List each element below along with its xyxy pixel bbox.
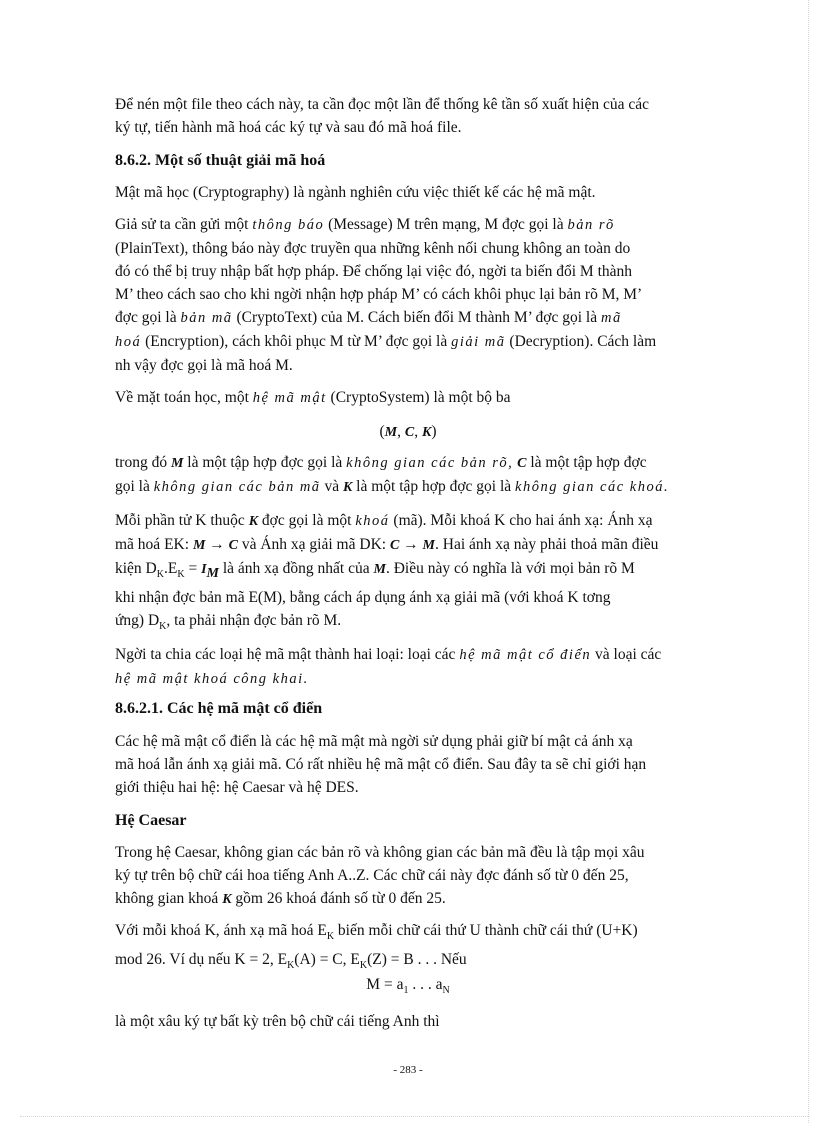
subscript-k: K <box>370 536 382 553</box>
subscript: 1 <box>403 985 409 997</box>
text-run: (mã). Mỗi khoá K cho hai ánh xạ: Ánh xạ <box>389 512 653 529</box>
text-run: biến mỗi chữ cái thứ U thành chữ cái thứ (U+K) <box>334 922 638 939</box>
paragraph-caesar <box>115 841 735 911</box>
text-line: ký tự, tiến hành mã hoá các ký tự và sau đó mã hoá file. <box>115 119 462 136</box>
text-run: (CryptoSystem) là một bộ ba <box>326 389 511 406</box>
text-run: là một tập hợp đợc gọi là <box>183 454 347 471</box>
text-run: (Encryption), cách khôi phục M từ M’ đợc gọi là <box>141 333 452 350</box>
text-run: (A) = C, E <box>294 951 360 969</box>
text-line: (PlainText), thông báo này đợc truyền qua những kênh nối chung không an toàn do <box>115 240 631 257</box>
text-run: : <box>381 536 390 553</box>
text-run: (CryptoText) của M. Cách biến đổi M thành M’ đợc gọi là <box>232 309 601 326</box>
text-run: gọi là <box>115 478 154 495</box>
term-key-space: không gian các khoá. <box>515 479 670 495</box>
text-run: (Decryption). Cách làm <box>505 333 657 350</box>
term-classic: hệ mã mật cổ điển <box>459 647 592 663</box>
crypto-definition: Mật mã học (Cryptography) là ngành nghiên cứu việc thiết kế các hệ mã mật. <box>115 184 596 201</box>
text-run: . Điều này có nghĩa là với mọi bản rõ M <box>385 560 635 577</box>
heading-caesar: Hệ Caesar <box>115 812 187 829</box>
text-run: Giả sử ta cần gửi một <box>115 216 253 233</box>
term-ma: mã <box>600 310 622 326</box>
text-run: là một tập hợp đợc <box>526 454 647 471</box>
text-line: giới thiệu hai hệ: hệ Caesar và hệ DES. <box>115 779 359 796</box>
text-run: M = a <box>366 976 404 993</box>
term-plaintext-space: không gian các bản rõ, <box>346 455 514 471</box>
text-run: Với mỗi khoá K, ánh xạ mã hoá E <box>115 922 327 939</box>
paragraph-classification <box>115 643 735 691</box>
subscript: N <box>442 985 450 997</box>
symbol-c: C <box>404 425 415 440</box>
page-border-right <box>808 0 809 1123</box>
paren-close: ) <box>431 423 437 440</box>
text-line: ký tự trên bộ chữ cái hoa tiếng Anh A..Z. Các chữ cái này đợc đánh số từ 0 đến 25, <box>115 867 629 884</box>
text-run: là ánh xạ đồng nhất của <box>218 560 374 577</box>
text-run: , ta phải nhận đợc bản rõ M. <box>166 612 342 630</box>
section-heading-8-6-2-1: 8.6.2.1. Các hệ mã mật cổ điển <box>115 700 323 717</box>
text-run: : <box>184 536 193 553</box>
text-run: và Ánh xạ giải mã D <box>237 536 371 553</box>
paragraph-cryptosystem <box>115 386 735 410</box>
term-giai-ma: giải mã <box>451 334 506 350</box>
triple-formula: (M, C, K) <box>379 423 437 440</box>
text-run: . . . a <box>408 976 443 993</box>
subscript-k: K <box>177 569 185 581</box>
symbol-c: C <box>389 538 400 553</box>
symbol-m: M <box>422 538 435 553</box>
intro-paragraph <box>115 93 735 139</box>
text-run: (Z) = B . . . Nếu <box>367 951 467 969</box>
paragraph-encryption-map <box>115 919 735 977</box>
text-line: đó có thể bị truy nhập bất hợp pháp. Để chống lại việc đó, ngời ta biến đổi M thành <box>115 263 633 280</box>
paragraph-classic <box>115 730 735 799</box>
text-run: mod 26. Ví dụ nếu K = 2, E <box>115 951 288 969</box>
symbol-c: C <box>228 538 238 553</box>
text-run: trong đó <box>115 454 171 471</box>
subscript-k: K <box>287 960 295 972</box>
arrow-icon: → <box>209 536 225 553</box>
text-run: Mỗi phần tử K thuộc <box>115 512 249 529</box>
text-run: . Hai ánh xạ này phải thoả mãn điều <box>435 536 659 553</box>
symbol-k: K <box>421 425 432 440</box>
text-line: Các hệ mã mật cổ điển là các hệ mã mật mà ngời sử dụng phải giữ bí mật cả ánh xạ <box>115 733 633 750</box>
text-run: và <box>320 478 343 495</box>
text-run: ứng) D <box>115 612 160 630</box>
term-he-ma-mat: hệ mã mật <box>252 390 327 406</box>
term-thong-bao: thông báo <box>252 217 325 233</box>
term-ciphertext-space: không gian các bản mã <box>153 479 321 495</box>
text-run: = <box>184 560 202 577</box>
term-hoa: hoá <box>115 334 142 350</box>
term-public-key: hệ mã mật khoá công khai. <box>115 671 309 687</box>
text-line: nh vậy đợc gọi là mã hoá M. <box>115 357 293 374</box>
text-run: đợc gọi là <box>115 309 181 326</box>
text-run: đợc gọi là một <box>258 512 356 529</box>
paren-open: ( <box>379 423 385 440</box>
term-ban-ma: bản mã <box>180 310 233 326</box>
symbol-m: M <box>373 562 386 577</box>
string-formula <box>0 974 816 1002</box>
paragraph-message <box>115 213 735 377</box>
subscript-k: K <box>359 960 368 972</box>
identity-symbol: I <box>201 562 207 577</box>
symbol-m: M <box>384 425 398 440</box>
text-line: Để nén một file theo cách này, ta cần đọc một lần để thống kê tần số xuất hiện của các <box>115 96 649 113</box>
text-run: không gian khoá <box>115 890 223 907</box>
arrow-icon: → <box>403 536 419 553</box>
subscript-k: K <box>156 569 164 581</box>
text-run: và loại các <box>591 646 662 663</box>
term-ban-ro: bản rõ <box>567 217 615 233</box>
paragraph-keys <box>115 509 735 638</box>
symbol-k: K <box>342 480 353 495</box>
symbol-m: M <box>170 456 184 471</box>
paragraph-spaces <box>115 451 735 499</box>
text-run: Về mặt toán học, một <box>115 389 253 406</box>
term-khoa: khoá <box>355 513 390 529</box>
page-border-bottom <box>20 1116 810 1117</box>
subscript-k: K <box>326 931 335 943</box>
text-run: mã hoá E <box>115 536 174 553</box>
text-line: Trong hệ Caesar, không gian các bản rõ và không gian các bản mã đều là tập mọi xâu <box>115 844 645 861</box>
text-line: mã hoá lẫn ánh xạ giải mã. Có rất nhiều hệ mã mật cổ điển. Sau đây ta sẽ chỉ giới hạn <box>115 756 647 773</box>
symbol-k: K <box>248 514 259 529</box>
page-number: - 283 - <box>393 1064 423 1076</box>
text-run: gồm 26 khoá đánh số từ 0 đến 25. <box>231 890 446 907</box>
closing-line: là một xâu ký tự bất kỳ trên bộ chữ cái tiếng Anh thì <box>115 1013 440 1030</box>
text-line: M’ theo cách sao cho khi ngời nhận hợp pháp M’ có cách khôi phục lại bản rõ M, M’ <box>115 286 643 303</box>
symbol-m: M <box>192 538 206 553</box>
subscript-k: K <box>159 621 167 633</box>
symbol-c: C <box>517 456 527 471</box>
text-run: (Message) M trên mạng, M đợc gọi là <box>324 216 568 233</box>
symbol-k: K <box>222 892 232 907</box>
identity-subscript: M <box>206 566 219 582</box>
section-heading-8-6-2: 8.6.2. Một số thuật giải mã hoá <box>115 152 326 169</box>
subscript-k: K <box>173 536 185 553</box>
text-run: .E <box>164 560 178 577</box>
text-run: Ngời ta chia các loại hệ mã mật thành hai loại: loại các <box>115 646 460 663</box>
text-line: khi nhận đợc bản mã E(M), bằng cách áp dụng ánh xạ giải mã (với khoá K tơng <box>115 589 611 607</box>
text-run: là một tập hợp đợc gọi là <box>352 478 516 495</box>
text-run: kiện D <box>115 560 157 577</box>
